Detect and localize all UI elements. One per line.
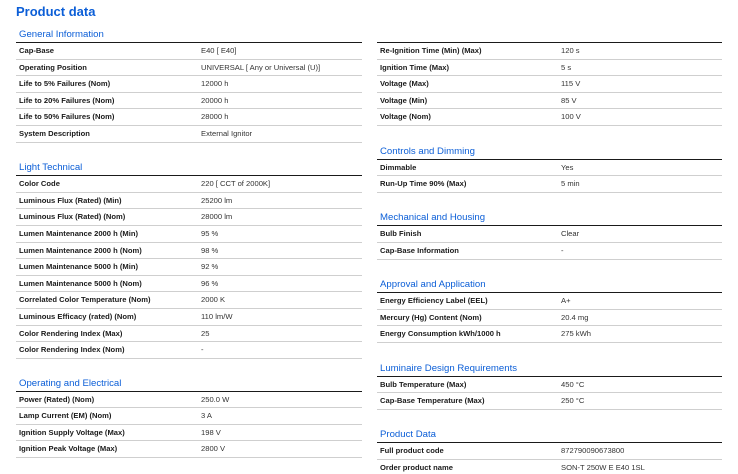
row-value: Yes — [561, 162, 574, 172]
table-row — [377, 460, 722, 474]
row-value: 115 V — [561, 79, 581, 89]
row-value: 2800 V — [201, 444, 226, 454]
row-value: 100 V — [561, 112, 581, 122]
section-controls-and-dimming — [377, 143, 722, 193]
table-row — [16, 76, 362, 93]
table-row — [16, 226, 362, 243]
section-header: Luminaire Design Requirements — [377, 360, 722, 377]
row-value: A+ — [561, 296, 571, 306]
row-label: Color Rendering Index (Nom) — [19, 345, 125, 355]
row-value: 25200 lm — [201, 195, 233, 205]
row-value: 96 % — [201, 278, 219, 288]
left-column — [16, 26, 362, 458]
row-label: Power (Rated) (Nom) — [19, 394, 95, 404]
row-label: Cap-Base — [19, 46, 55, 55]
page-title: Product data — [16, 4, 96, 19]
section-gap — [377, 343, 722, 360]
section-gap — [377, 410, 722, 427]
table-row — [16, 93, 362, 110]
row-label: Voltage (Nom) — [380, 112, 431, 122]
row-label: Luminous Flux (Rated) (Min) — [19, 195, 122, 205]
row-label: Voltage (Min) — [380, 95, 428, 105]
section-gap — [377, 126, 722, 143]
table-row — [377, 443, 722, 460]
row-label: Run-Up Time 90% (Max) — [380, 179, 467, 189]
table-row — [16, 243, 362, 260]
row-label: Lamp Current (EM) (Nom) — [19, 411, 112, 421]
table-row — [377, 243, 722, 260]
row-value: 110 lm/W — [201, 311, 233, 321]
table-row — [16, 126, 362, 143]
table-row — [16, 309, 362, 326]
table-row — [377, 377, 722, 394]
table-row — [16, 292, 362, 309]
row-label: Cap-Base Information — [380, 245, 459, 255]
row-label: Color Rendering Index (Max) — [19, 328, 123, 338]
section-header: Approval and Application — [377, 276, 722, 293]
row-label: Energy Consumption kWh/1000 h — [380, 329, 501, 339]
row-label: Ignition Supply Voltage (Max) — [19, 427, 125, 437]
row-label: Luminous Efficacy (rated) (Nom) — [19, 311, 137, 321]
row-value: - — [561, 245, 564, 255]
row-value: 2000 K — [201, 295, 226, 305]
row-value: E40 [ E40] — [201, 46, 237, 55]
table-row — [16, 276, 362, 293]
section-gap — [377, 260, 722, 277]
row-value: 275 kWh — [561, 329, 591, 339]
row-value: 85 V — [561, 95, 577, 105]
section-header: General Information — [16, 26, 362, 43]
row-value: UNIVERSAL [ Any or Universal (U)] — [201, 62, 321, 72]
row-label: Full product code — [380, 446, 444, 456]
table-row — [16, 176, 362, 193]
row-value: 120 s — [561, 46, 580, 55]
row-value: 250.0 W — [201, 394, 230, 404]
table-row — [16, 259, 362, 276]
row-label: Lumen Maintenance 2000 h (Min) — [19, 228, 138, 238]
table-row — [16, 209, 362, 226]
section-gap — [16, 143, 362, 160]
section-gap — [16, 359, 362, 375]
section-header: Controls and Dimming — [377, 143, 722, 160]
row-label: Mercury (Hg) Content (Nom) — [380, 312, 482, 322]
table-row — [377, 226, 722, 243]
section-header: Operating and Electrical — [16, 375, 362, 392]
row-label: Lumen Maintenance 5000 h (Min) — [19, 262, 138, 272]
table-row — [16, 193, 362, 210]
row-label: Operating Position — [19, 62, 87, 72]
row-value: 872790090673800 — [561, 446, 625, 456]
row-label: Bulb Finish — [380, 229, 422, 239]
row-label: Order product name — [380, 462, 453, 472]
table-row — [16, 392, 362, 409]
row-value: 12000 h — [201, 79, 229, 89]
table-row — [377, 43, 722, 60]
table-row — [377, 326, 722, 343]
row-value: 95 % — [201, 228, 219, 238]
row-label: Correlated Color Temperature (Nom) — [19, 295, 151, 305]
table-row — [16, 441, 362, 458]
table-row — [377, 393, 722, 410]
row-value: 3 A — [201, 411, 212, 421]
section-light-technical — [16, 159, 362, 359]
row-value: SON-T 250W E E40 1SL — [561, 462, 645, 472]
row-value: 5 min — [561, 179, 580, 189]
row-value: - — [201, 345, 204, 355]
row-value: 28000 lm — [201, 212, 233, 222]
row-value: 450 °C — [561, 379, 585, 389]
row-label: Energy Efficiency Label (EEL) — [380, 296, 488, 306]
section-header: Product Data — [377, 426, 722, 443]
table-row — [377, 293, 722, 310]
table-row — [377, 176, 722, 193]
table-row — [377, 160, 722, 177]
table-row — [16, 408, 362, 425]
right-column — [377, 26, 722, 474]
section-luminaire-design-requirements — [377, 360, 722, 410]
table-row — [16, 109, 362, 126]
row-value: 92 % — [201, 262, 219, 272]
row-value: Clear — [561, 229, 580, 239]
section-header-continued — [377, 26, 722, 43]
row-value: 250 °C — [561, 396, 585, 406]
table-row — [16, 326, 362, 343]
row-value: 28000 h — [201, 112, 229, 122]
row-label: Lumen Maintenance 2000 h (Nom) — [19, 245, 142, 255]
section-gap — [377, 193, 722, 210]
row-label: Bulb Temperature (Max) — [380, 379, 467, 389]
section-header: Light Technical — [16, 159, 362, 176]
section-operating-and-electrical — [16, 375, 362, 458]
table-row — [377, 60, 722, 77]
row-label: Life to 50% Failures (Nom) — [19, 112, 115, 122]
section-general-information — [16, 26, 362, 143]
row-label: Life to 5% Failures (Nom) — [19, 79, 111, 89]
row-value: 5 s — [561, 62, 572, 72]
row-value: 198 V — [201, 427, 221, 437]
row-label: Ignition Time (Max) — [380, 62, 450, 72]
row-label: Cap-Base Temperature (Max) — [380, 396, 485, 406]
section-product-data — [377, 426, 722, 474]
row-label: Ignition Peak Voltage (Max) — [19, 444, 118, 454]
row-value: 20000 h — [201, 95, 229, 105]
row-label: Re-Ignition Time (Min) (Max) — [380, 46, 482, 55]
row-label: Voltage (Max) — [380, 79, 429, 89]
table-row — [377, 76, 722, 93]
table-row — [377, 93, 722, 110]
row-label: Color Code — [19, 179, 60, 189]
table-row — [16, 342, 362, 359]
row-label: System Description — [19, 128, 90, 138]
row-value: 220 [ CCT of 2000K] — [201, 179, 271, 189]
row-value: 20.4 mg — [561, 312, 589, 322]
section-header: Mechanical and Housing — [377, 209, 722, 226]
row-label: Dimmable — [380, 162, 417, 172]
table-row — [377, 109, 722, 126]
row-label: Luminous Flux (Rated) (Nom) — [19, 212, 126, 222]
section-mechanical-and-housing — [377, 209, 722, 259]
row-label: Lumen Maintenance 5000 h (Nom) — [19, 278, 142, 288]
table-row — [377, 310, 722, 327]
row-value: 98 % — [201, 245, 219, 255]
section-continued — [377, 26, 722, 126]
table-row — [16, 425, 362, 442]
row-label: Life to 20% Failures (Nom) — [19, 95, 115, 105]
row-value: 25 — [201, 328, 210, 338]
table-row — [16, 43, 362, 60]
row-value: External Ignitor — [201, 128, 253, 138]
section-approval-and-application — [377, 276, 722, 343]
table-row — [16, 60, 362, 77]
